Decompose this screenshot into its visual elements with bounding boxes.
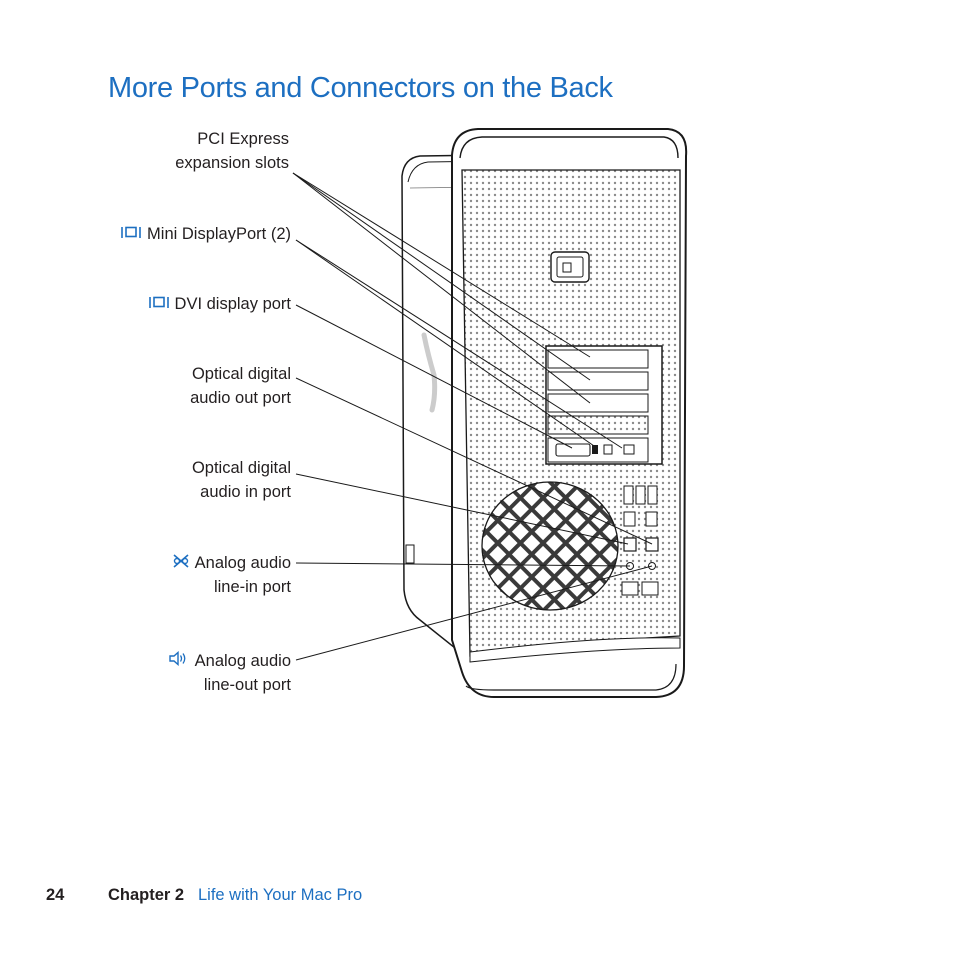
chapter-label: Chapter 2: [108, 886, 185, 904]
page-number: 24: [46, 886, 65, 904]
callout-line-out-line1: Analog audio: [194, 652, 291, 670]
ethernet-port-2: [642, 582, 658, 595]
usb-port-2: [636, 486, 645, 504]
callout-line-in-line2: line-in port: [213, 578, 291, 596]
optical-audio-in-port: [624, 538, 636, 551]
callout-optical-out-line2: audio out port: [190, 389, 291, 407]
callout-optical-in-line2: audio in port: [200, 483, 291, 501]
page-title: More Ports and Connectors on the Back: [108, 72, 613, 104]
callout-optical-out-line1: Optical digital: [191, 365, 291, 383]
ethernet-port-1: [622, 582, 638, 595]
firewire-port-1: [624, 512, 635, 526]
usb-port-3: [648, 486, 657, 504]
optical-audio-out-port: [646, 538, 658, 551]
fan-grille: [482, 482, 618, 610]
firewire-port-2: [646, 512, 657, 526]
callout-dvi-text: DVI display port: [174, 295, 291, 313]
chapter-title-link[interactable]: Life with Your Mac Pro: [198, 886, 363, 904]
power-socket: [551, 252, 589, 282]
dvi-port: [556, 444, 590, 456]
callout-pci-line2: expansion slots: [175, 154, 289, 172]
callout-mini-displayport-text: Mini DisplayPort (2): [147, 225, 291, 243]
usb-port-1: [624, 486, 633, 504]
mini-displayport-2: [604, 445, 612, 454]
callout-pci-line1: PCI Express: [197, 130, 289, 148]
callout-line-in-line1: Analog audio: [194, 554, 291, 572]
callout-optical-in-line1: Optical digital: [191, 459, 291, 477]
callout-line-out-line2: line-out port: [203, 676, 291, 694]
